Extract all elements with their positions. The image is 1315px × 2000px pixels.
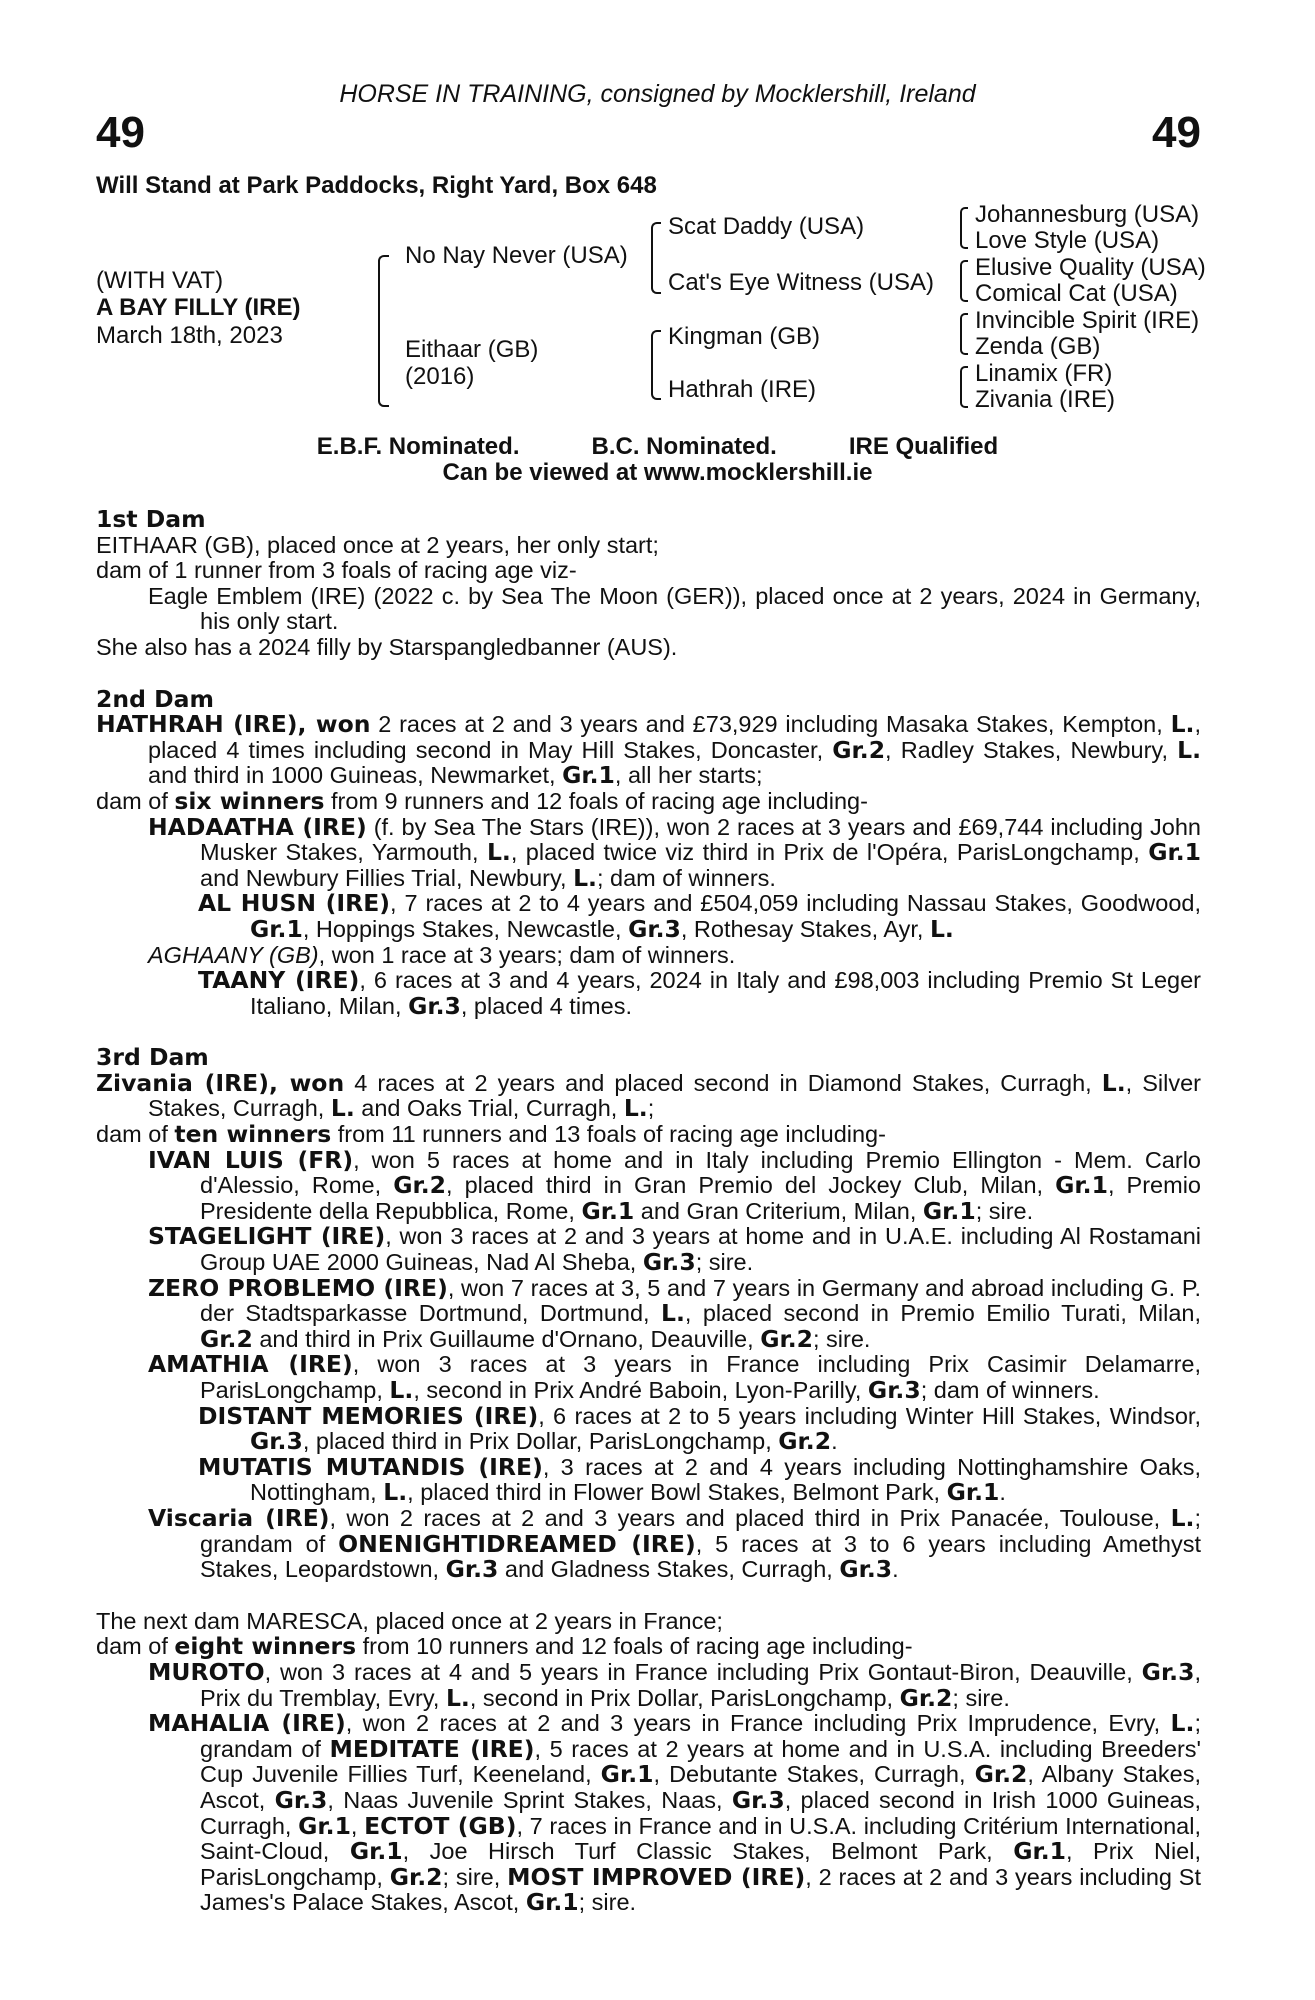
dam3-record: Zivania (IRE), won 4 races at 2 years and placed second in Diamond Stakes, Curragh, L., Silver Stakes, Curragh, L. and Oaks Trial, Curragh, L.;	[96, 1068, 1201, 1123]
next-dam-produce: dam of eight winners from 10 runners and 12 foals of racing age including-	[96, 1632, 913, 1661]
dam2-record: HATHRAH (IRE), won 2 races at 2 and 3 years and £73,929 including Masaka Stakes, Kempton, L., placed 4 times including second in May Hill Stakes, Doncaster, Gr.2, Radley Stakes, Newbury, L. and third in 1000 Guineas, Newmarket, Gr.1, all her starts;	[96, 710, 1201, 790]
brace-sd	[960, 260, 968, 302]
dam2-grandfoal-taany: TAANY (IRE), 6 races at 3 and 4 years, 2024 in Italy and £98,003 including Premio St Leger Italiano, Milan, Gr.3, placed 4 times.	[198, 966, 1201, 1020]
next-dam-foal-mahalia: MAHALIA (IRE), won 2 races at 2 and 3 years in France including Prix Imprudence, Evry, L.; grandam of MEDITATE (IRE), 5 races at 2 years at home and in U.S.A. including Breeders' Cup Juvenile Fillies Turf, Keeneland, Gr.1, Debutante Stakes, Curragh, Gr.2, Albany Stakes, Ascot, Gr.3, Naas Juvenile Sprint Stakes, Naas, Gr.3, placed second in Irish 1000 Guineas, Curragh, Gr.1, ECTOT (GB), 7 races in France and in U.S.A. including Critérium International, Saint-Cloud, Gr.1, Joe Hirsch Turf Classic Stakes, Belmont Park, Gr.1, Prix Niel, ParisLongchamp, Gr.2; sire, MOST IMPROVED (IRE), 2 races at 2 and 3 years including St James's Palace Stakes, Ascot, Gr.1; sire.	[148, 1709, 1202, 1917]
dam2-produce: dam of six winners from 9 runners and 12 foals of racing age including-	[96, 786, 868, 815]
dam3-foal-stagelight: STAGELIGHT (IRE), won 3 races at 2 and 3 years at home and in U.A.E. including Al Rostamani Group UAE 2000 Guineas, Nad Al Sheba, Gr.3; sire.	[148, 1222, 1201, 1277]
sire-sire-sire: Johannesburg (USA)	[975, 201, 1200, 228]
dam3-foal-zero-problemo: ZERO PROBLEMO (IRE), won 7 races at 3, 5 and 7 years in Germany and abroad including G. P. der Stadtsparkasse Dortmund, Dortmund, L., placed second in Premio Emilio Turati, Milan, Gr.2 and third in Prix Guillaume d'Ornano, Deauville, Gr.2; sire.	[148, 1273, 1201, 1353]
stand-location: Will Stand at Park Paddocks, Right Yard, Box 648	[96, 172, 657, 199]
dam1-line: EITHAAR (GB), placed once at 2 years, her only start;	[96, 531, 659, 558]
viewing-note: Can be viewed at www.mocklershill.ie	[442, 459, 873, 486]
dam1-produce: dam of 1 runner from 3 foals of racing age viz-	[96, 557, 577, 584]
lot-number-left: 49	[96, 108, 145, 157]
dam-sire-sire: Invincible Spirit (IRE)	[975, 307, 1200, 334]
sire-dam-dam: Comical Cat (USA)	[975, 280, 1178, 307]
vat-note: (WITH VAT)	[96, 267, 224, 294]
ebf-nominated: E.B.F. Nominated.	[316, 433, 520, 460]
dam2-grandfoal-al-husn: AL HUSN (IRE), 7 races at 2 to 4 years and £504,059 including Nassau Stakes, Goodwood, Gr.1, Hoppings Stakes, Newcastle, Gr.3, Rothesay Stakes, Ayr, L.	[198, 889, 1201, 943]
brace-dam	[651, 330, 661, 400]
dam-sire: Kingman (GB)	[668, 323, 821, 350]
brace-ds	[960, 313, 968, 355]
sire-dam-sire: Elusive Quality (USA)	[975, 254, 1206, 281]
sire: No Nay Never (USA)	[405, 242, 628, 269]
foaling-date: March 18th, 2023	[96, 322, 283, 349]
dam2-foal-aghaany: AGHAANY (GB), won 1 race at 3 years; dam of winners.	[148, 941, 736, 968]
dam2-foal-hadaatha: HADAATHA (IRE) (f. by Sea The Stars (IRE)), won 2 races at 3 years and £69,744 including John Musker Stakes, Yarmouth, L., placed twice viz third in Prix de l'Opéra, ParisLongchamp, Gr.1 and Newbury Fillies Trial, Newbury, L.; dam of winners.	[148, 812, 1201, 892]
dam3-produce: dam of ten winners from 11 runners and 13 foals of racing age including-	[96, 1120, 886, 1149]
brace-ss	[960, 207, 968, 249]
dam3-grandfoal-mutatis-mutandis: MUTATIS MUTANDIS (IRE), 3 races at 2 and 4 years including Nottinghamshire Oaks, Nottingham, L., placed third in Flower Bowl Stakes, Belmont Park, Gr.1.	[198, 1452, 1201, 1507]
dam1-foal: Eagle Emblem (IRE) (2022 c. by Sea The Moon (GER)), placed once at 2 years, 2024 in Germany, his only start.	[148, 582, 1201, 635]
brace-main	[378, 255, 389, 407]
dam3-foal-amathia: AMATHIA (IRE), won 3 races at 3 years in France including Prix Casimir Delamarre, ParisLongchamp, L., second in Prix André Baboin, Lyon-Parilly, Gr.3; dam of winners.	[148, 1350, 1201, 1404]
dam3-grandfoal-distant-memories: DISTANT MEMORIES (IRE), 6 races at 2 to 5 years including Winter Hill Stakes, Windsor, Gr.3, placed third in Prix Dollar, ParisLongchamp, Gr.2.	[198, 1401, 1201, 1456]
dam: Eithaar (GB)	[405, 336, 539, 363]
dam3-foal-viscaria: Viscaria (IRE), won 2 races at 2 and 3 years and placed third in Prix Panacée, Toulouse, L.; grandam of ONENIGHTIDREAMED (IRE), 5 races at 3 to 6 years including Amethyst Stakes, Leopardstown, Gr.3 and Gladness Stakes, Curragh, Gr.3.	[148, 1503, 1201, 1584]
dam1-note: She also has a 2024 filly by Starspangledbanner (AUS).	[96, 633, 678, 660]
ire-qualified: IRE Qualified	[848, 433, 999, 460]
brace-dd	[960, 366, 968, 408]
dam-dam-dam: Zivania (IRE)	[975, 386, 1116, 413]
dam3-foal-ivan-luis: IVAN LUIS (FR), won 5 races at home and in Italy including Premio Ellington - Mem. Carlo d'Alessio, Rome, Gr.2, placed third in Gran Premio del Jockey Club, Milan, Gr.1, Premio Presidente della Repubblica, Rome, Gr.1 and Gran Criterium, Milan, Gr.1; sire.	[148, 1145, 1201, 1225]
dam-sire-dam: Zenda (GB)	[975, 333, 1101, 360]
section-1st-dam: 1st Dam	[96, 505, 206, 533]
section-3rd-dam: 3rd Dam	[96, 1043, 209, 1072]
sire-sire-dam: Love Style (USA)	[975, 227, 1160, 254]
next-dam-foal-muroto: MUROTO, won 3 races at 4 and 5 years in France including Prix Gontaut-Biron, Deauville, Gr.3, Prix du Tremblay, Evry, L., second in Prix Dollar, ParisLongchamp, Gr.2; sire.	[148, 1657, 1201, 1712]
sire-dam: Cat's Eye Witness (USA)	[668, 269, 934, 296]
section-2nd-dam: 2nd Dam	[96, 684, 214, 713]
dam-year: (2016)	[405, 363, 475, 390]
brace-sire	[651, 222, 661, 294]
next-dam-record: The next dam MARESCA, placed once at 2 years in France;	[96, 1607, 723, 1634]
catalogue-body	[96, 507, 1201, 1916]
sire-sire: Scat Daddy (USA)	[668, 213, 865, 240]
nominations	[0, 433, 1315, 461]
consignor-header: HORSE IN TRAINING, consigned by Mocklershill, Ireland	[339, 80, 976, 108]
dam-dam-sire: Linamix (FR)	[975, 360, 1113, 387]
lot-number-right: 49	[1152, 108, 1201, 157]
bc-nominated: B.C. Nominated.	[591, 433, 777, 460]
horse-name: A BAY FILLY (IRE)	[96, 294, 301, 321]
dam-dam: Hathrah (IRE)	[668, 376, 817, 403]
